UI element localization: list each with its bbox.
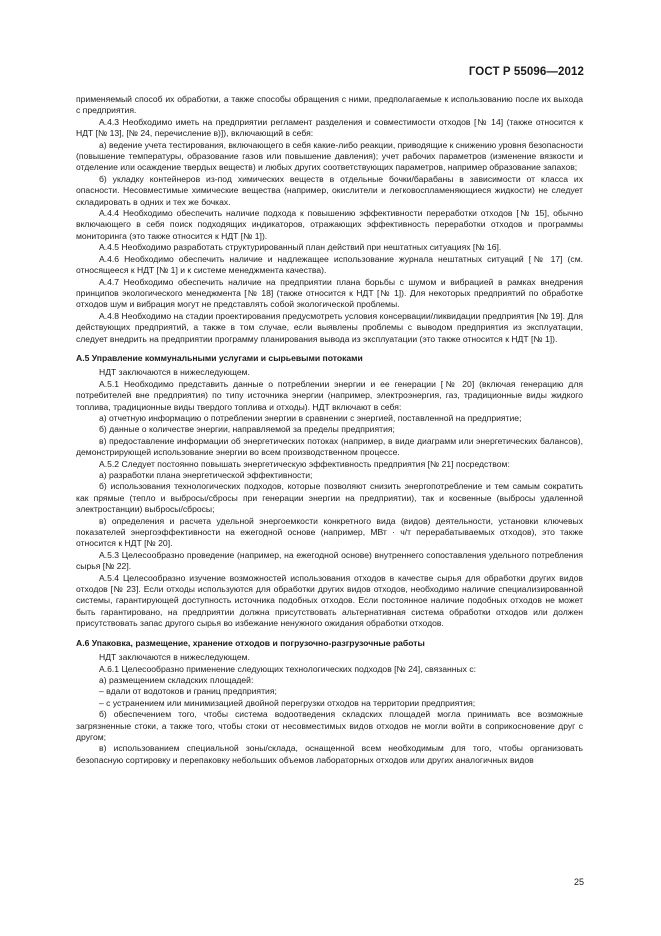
body-paragraph: б) данные о количестве энергии, направляемой за пределы предприятия; [99,424,395,435]
section-heading: А.5 Управление коммунальными услугами и сырьевыми потоками [76,352,363,363]
body-paragraph: а) разработки плана энергетической эффективности; [99,470,313,480]
body-paragraph: а) ведение учета тестирования, включающего в себя какие-либо реакции, приводящие к снижению уровня безопасности (повышение температуры, образование газов или повышение давления); учет рабочих параметров (изменение вязкости и отделение или осаждение твердых веществ) и любых других соответствующих параметров, например образование запахов; [76,139,583,173]
body-paragraph: применяемый способ их обработки, а также способы обращения с ними, предполагаемые к использованию после их выхода с предприятия. [76,94,583,116]
body-paragraph: а) отчетную информацию о потреблении энергии в сравнении с энергией, поставленной на предприятие; [99,412,522,423]
body-paragraph: а) размещением складских площадей: [99,674,254,685]
body-paragraph: в) предоставление информации об энергетических потоках (например, в виде диаграмм или энергетических балансов), демонстрирующей использование энергии во всем производственном процессе. [76,435,583,458]
body-paragraph: НДТ заключаются в нижеследующем. [99,652,250,663]
body-paragraph: А.5.1 Необходимо представить данные о потреблении энергии и ее генерации [№ 20] (включая генерацию для потребителей вне предприятия) по типу источника энергии (например, электроэнергия, газ, традиционные виды жидкого топлива, традиционные виды твердого топлива и отходы). НДТ включают в себя: [76,378,583,412]
body-paragraph: НДТ заключаются в нижеследующем. [99,367,250,378]
section-heading: А.6 Упаковка, размещение, хранение отходов и погрузочно-разгрузочные работы [76,637,425,648]
page-number: 25 [573,877,584,887]
body-paragraph: А.4.6 Необходимо обеспечить наличие и надлежащее использование журнала нештатных ситуаций [№ 17] (см. относящееся к НДТ [№ 1] и к системе менеджмента качества). [76,253,583,276]
body-paragraph: в) использованием специальной зоны/склада, оснащенной всем необходимым для того, чтобы организовать безопасную сортировку и перепаковку небольших объемов лабораторных отходов или других аналогичных видов [76,743,583,765]
body-paragraph: А.4.5 Необходимо разработать структурированный план действий при нештатных ситуациях [№ 16]. [99,242,502,253]
body-paragraph: А.4.4 Необходимо обеспечить наличие подхода к повышению эффективности переработки отходов [№ 15], обычно включающего в себя поиск подходящих индикаторов, отражающих эффективность переработки отходов и программы мониторинга (это также относится к НДТ [№ 1]). [76,208,583,241]
body-paragraph: б) обеспечением того, чтобы система водоотведения складских площадей могла принимать все возможные загрязненные стоки, а также того, чтобы стоки от несовместимых видов отходов не могли войти в соприкосновение друг с другом; [76,709,583,742]
body-paragraph: А.4.3 Необходимо иметь на предприятии регламент разделения и совместимости отходов [№ 14] (также относится к НДТ [№ 13], [№ 24, перечисление в)]), включающий в себя: [76,116,583,139]
body-paragraph: б) укладку контейнеров из-под химических веществ в отдельные бочки/барабаны в зависимости от класса их опасности. Несовместимые химические вещества (например, окислители и легковоспламеняющиеся жидкости) не следует складировать в одних и тех же бочках. [76,173,583,207]
document-header: ГОСТ Р 55096—2012 [468,66,584,78]
document-body [76,94,583,766]
body-paragraph: б) использования технологических подходов, которые позволяют снизить энергопотребление и тем самым сократить как прямые (тепло и выбросы/сбросы при генерации энергии на предприятии), так и косвенные (выбросы удаленной электростанции) выбросы/сбросы; [76,481,583,515]
body-paragraph: – с устранением или минимизацией двойной перегрузки отходов на территории предприятия; [99,697,476,708]
body-paragraph: А.4.7 Необходимо обеспечить наличие на предприятии плана борьбы с шумом и вибрацией в рамках внедрения принципов экологического менеджмента [№ 18] (также относится к НДТ [№ 1]). Для некоторых предприятий по обработке отходов шум и вибрация могут не представлять собой экологической проблемы. [76,276,583,310]
body-paragraph: А.6.1 Целесообразно применение следующих технологических подходов [№ 24], связанных с: [99,663,477,674]
body-paragraph: А.5.2 Следует постоянно повышать энергетическую эффективность предприятия [№ 21] посредством: [99,458,510,469]
body-paragraph: А.5.4 Целесообразно изучение возможностей использования отходов в качестве сырья для обработки других видов отходов [№ 23]. Если отходы используются для обработки других видов отходов, необходимо наличие специализированной системы, гарантирующей доступность источника подобных отходов. Если постоянное наличие подобных отходов не может быть гарантировано, на предприятии должна присутствовать альтернативная система обработки отходов или должен присутствовать запас другого сырья во избежание ненужного ожидания обработки отходов. [76,572,583,629]
body-paragraph: – вдали от водотоков и границ предприятия; [99,686,277,697]
body-paragraph: А.5.3 Целесообразно проведение (например, на ежегодной основе) внутреннего сопоставления удельного потребления сырья [№ 22]. [76,549,583,572]
body-paragraph: в) определения и расчета удельной энергоемкости конкретного вида (видов) деятельности, установки ключевых показателей энергоэффективности на ежегодной основе (например, МВт · ч/т перерабатываемых отходов), это также относится к НДТ [№ 20]. [76,515,583,549]
body-paragraph: А.4.8 Необходимо на стадии проектирования предусмотреть условия консервации/ликвидации предприятия [№ 19]. Для действующих предприятий, а также в том случае, если выявлены проблемы с выводом предприятия из эксплуатации, следует внедрить на предприятии программу планирования вывода из эксплуатации (это также относится к НДТ [№ 1]). [76,310,583,344]
